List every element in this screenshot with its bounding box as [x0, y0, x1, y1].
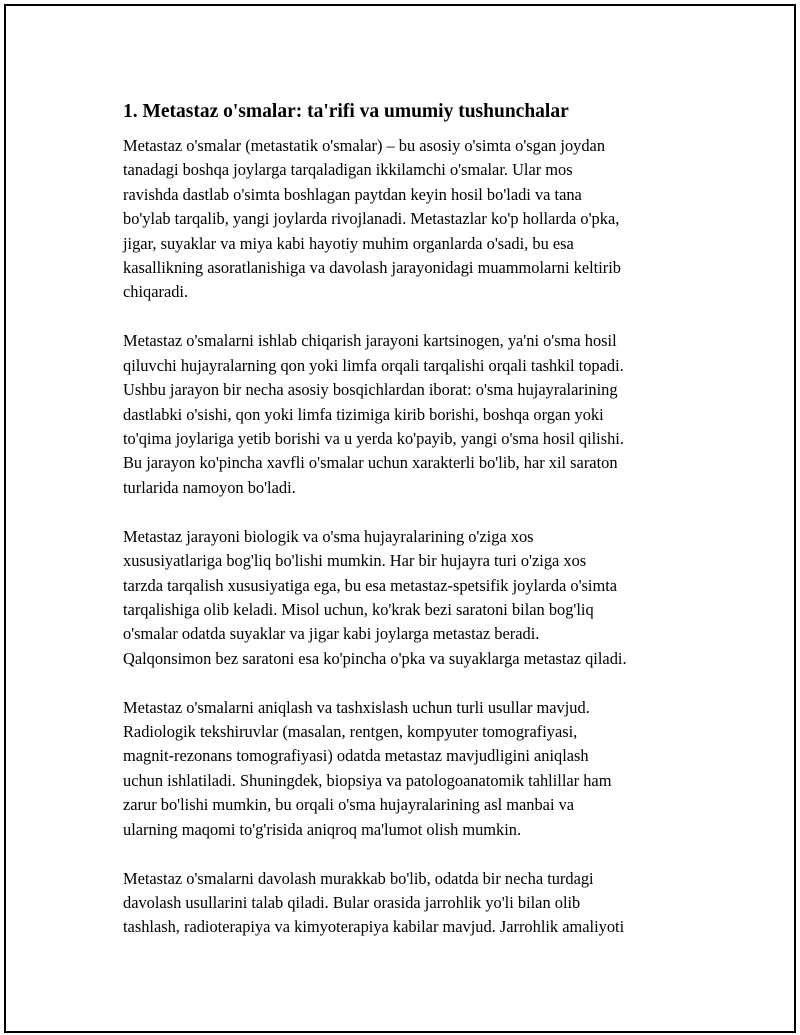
page-frame [4, 4, 796, 1033]
paragraph-process: Metastaz o'smalarni ishlab chiqarish jarayoni kartsinogen, ya'ni o'sma hosil qiluvchi hujayralarning qon yoki limfa orqali tarqalishi orqali tashkil topadi. Ushbu jarayon bir necha asosiy bosqichlardan iborat: o'sma hujayralarining dastlabki o'sishi, qon yoki limfa tizimiga kirib borishi, boshqa organ yoki to'qima joylariga yetib borishi va u yerda ko'payib, yangi o'sma hosil qilishi. Bu jarayon ko'pincha xavfli o'smalar uchun xarakterli bo'lib, har xil saraton turlarida namoyon bo'ladi. [123, 331, 624, 497]
paragraph-definition: Metastaz o'smalar (metastatik o'smalar) – bu asosiy o'simta o'sgan joydan tanadagi boshqa joylarga tarqaladigan ikkilamchi o'smalar. Ular mos ravishda dastlab o'simta boshlagan paytdan keyin hosil bo'ladi va tana bo'ylab tarqalib, yangi joylarda rivojlanadi. Metastazlar ko'p hollarda o'pka, jigar, suyaklar va miya kabi hayotiy muhim organlarda o'sadi, bu esa kasallikning asoratlanishiga va davolash jarayonidagi muammolarni keltirib chiqaradi. [123, 136, 621, 302]
paragraph-treatment: Metastaz o'smalarni davolash murakkab bo'lib, odatda bir necha turdagi davolash usullarini talab qiladi. Bular orasida jarrohlik yo'li bilan olib tashlash, radioterapiya va kimyoterapiya kabilar mavjud. Jarrohlik amaliyoti [123, 868, 625, 937]
paragraph-biology: Metastaz jarayoni biologik va o'sma hujayralarining o'ziga xos xususiyatlariga bog'liq bo'lishi mumkin. Har bir hujayra turi o'ziga xos tarzda tarqalish xususiyatiga ega, bu esa metastaz-spetsifik joylarda o'simta tarqalishiga olib keladi. Misol uchun, ko'krak bezi saratoni bilan bog'liq o'smalar odatda suyaklar va jigar kabi joylarga metastaz beradi. Qalqonsimon bez saratoni esa ko'pincha o'pka va suyaklarga metastaz qiladi. [123, 526, 627, 668]
section-heading: 1. Metastaz o'smalar: ta'rifi va umumiy tushunchalar [123, 101, 569, 122]
paragraph-diagnosis: Metastaz o'smalarni aniqlash va tashxislash uchun turli usullar mavjud. Radiologik tekshiruvlar (masalan, rentgen, kompyuter tomografiyasi, magnit-rezonans tomografiyasi) odatda metastaz mavjudligini aniqlash uchun ishlatiladi. Shuningdek, biopsiya va patologoanatomik tahlillar ham zarur bo'lishi mumkin, bu orqali o'sma hujayralarining asl manbai va ularning maqomi to'g'risida aniqroq ma'lumot olish mumkin. [123, 697, 612, 839]
document-body [123, 98, 698, 964]
